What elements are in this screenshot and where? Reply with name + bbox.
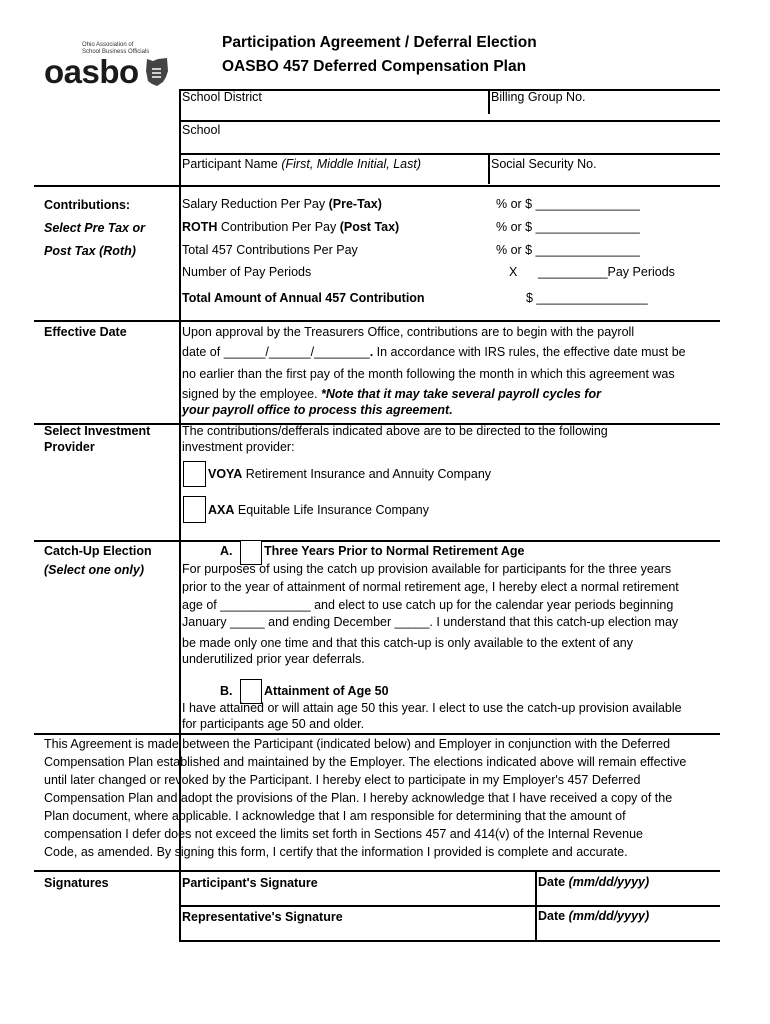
- row-rule: [179, 153, 720, 155]
- row-rule: [179, 940, 720, 942]
- billing-group-field[interactable]: Billing Group No.: [491, 90, 586, 104]
- axa-checkbox[interactable]: [183, 496, 206, 523]
- logo-tagline: Ohio Association of School Business Officials: [82, 42, 150, 55]
- contributions-select-hint: Select Pre Tax or: [44, 221, 145, 235]
- option-b-letter: B.: [220, 684, 233, 698]
- multiply-sign: X: [509, 265, 518, 279]
- investment-provider-label: Select Investment: [44, 424, 151, 438]
- effective-date-text: signed by the employee. *Note that it may take several payroll cycles for: [182, 387, 601, 401]
- option-a-text: For purposes of using the catch up provision available for participants for the three years prior to the year of attainment of normal retirement age, I hereby elect a normal retirement age of _____________ and elect to use catch up for the calendar year periods beginning January _____ and ending December _____. I understand that this catch-up election may: [182, 562, 679, 630]
- row-rule: [34, 870, 720, 872]
- participant-date-field[interactable]: Date (mm/dd/yyyy): [538, 875, 650, 889]
- roth-amount-field[interactable]: % or $ _______________: [496, 220, 640, 234]
- right-column-divider-name: [488, 153, 490, 184]
- ohio-state-icon: [144, 57, 170, 87]
- school-district-field[interactable]: School District: [182, 90, 262, 104]
- agreement-paragraph: This Agreement is made between the Participant (indicated below) and Employer in conjunction with the Deferred Compensation Plan established and maintained by the Employer. The elections indicated above will remain effective until later changed or revoked by the Participant. I hereby elect to participate in my Employer's 457 Deferred Compensation Plan and adopt the provisions of the Plan. I hereby acknowledge that I have received a copy of the Plan document, where applicable. I acknowledge that I am responsible for determining that the amount of compensation I defer does not exceed the limits set forth in Sections 457 and 414(v) of the Internal Revenue Code, as amended. By signing this form, I certify that the information I provided is complete and accurate.: [44, 737, 687, 859]
- roth-label: ROTH Contribution Per Pay (Post Tax): [182, 220, 400, 234]
- participant-signature-field[interactable]: Participant's Signature: [182, 876, 318, 890]
- row-rule: [34, 320, 720, 322]
- option-a-text: be made only one time and that this catch-up is only available to the extent of any: [182, 636, 633, 650]
- pretax-amount-field[interactable]: % or $ _______________: [496, 197, 640, 211]
- contributions-select-hint: Post Tax (Roth): [44, 244, 136, 258]
- pay-periods-label: Number of Pay Periods: [182, 265, 312, 279]
- option-b-text: I have attained or will attain age 50 this year. I elect to use the catch-up provision available: [182, 701, 682, 715]
- option-a-title: Three Years Prior to Normal Retirement Age: [264, 544, 525, 558]
- effective-date-label: Effective Date: [44, 325, 127, 339]
- annual-total-label: Total Amount of Annual 457 Contribution: [182, 291, 425, 305]
- option-b-title: Attainment of Age 50: [264, 684, 389, 698]
- option-a-text: underutilized prior year deferrals.: [182, 652, 365, 666]
- form-subtitle: OASBO 457 Deferred Compensation Plan: [222, 58, 527, 75]
- representative-date-field[interactable]: Date (mm/dd/yyyy): [538, 909, 650, 923]
- row-rule: [179, 905, 720, 907]
- option-a-letter: A.: [220, 544, 233, 558]
- catchup-label: Catch-Up Election: [44, 544, 152, 558]
- representative-signature-field[interactable]: Representative's Signature: [182, 910, 343, 924]
- oasbo-logo: [44, 42, 176, 92]
- catchup-select-hint: (Select one only): [44, 563, 145, 577]
- right-column-divider-sig: [535, 872, 537, 942]
- total-per-pay-field[interactable]: % or $ _______________: [496, 243, 640, 257]
- logo-wordmark: oasbo: [44, 53, 139, 90]
- pretax-label: Salary Reduction Per Pay (Pre-Tax): [182, 197, 382, 211]
- ssn-field[interactable]: Social Security No.: [491, 157, 597, 171]
- form-title: Participation Agreement / Deferral Election: [222, 34, 537, 51]
- effective-date-note: your payroll office to process this agreement.: [182, 403, 453, 417]
- investment-text: investment provider:: [182, 440, 295, 454]
- voya-checkbox[interactable]: [183, 461, 206, 487]
- row-rule: [179, 120, 720, 122]
- option-b-text: for participants age 50 and older.: [182, 717, 365, 731]
- row-rule: [34, 540, 720, 542]
- pay-periods-field[interactable]: __________Pay Periods: [538, 265, 675, 279]
- effective-date-field[interactable]: date of ______/______/________. In accordance with IRS rules, the effective date must be: [182, 345, 686, 359]
- effective-date-text: no earlier than the first pay of the month following the month in which this agreement was: [182, 367, 675, 381]
- investment-provider-label: Provider: [44, 440, 95, 454]
- participant-name-field[interactable]: Participant Name (First, Middle Initial, Last): [182, 157, 421, 171]
- axa-option-label: AXA Equitable Life Insurance Company: [208, 503, 429, 517]
- voya-option-label: VOYA Retirement Insurance and Annuity Company: [208, 467, 492, 481]
- signatures-label: Signatures: [44, 876, 109, 890]
- effective-date-text: Upon approval by the Treasurers Office, contributions are to begin with the payroll: [182, 325, 635, 339]
- right-column-divider-top: [488, 89, 490, 114]
- investment-text: The contributions/defferals indicated above are to be directed to the following: [182, 424, 608, 438]
- annual-total-field[interactable]: $ ________________: [526, 291, 648, 305]
- contributions-label: Contributions:: [44, 198, 131, 212]
- total-per-pay-label: Total 457 Contributions Per Pay: [182, 243, 358, 257]
- school-field[interactable]: School: [182, 123, 221, 137]
- row-rule: [34, 185, 720, 187]
